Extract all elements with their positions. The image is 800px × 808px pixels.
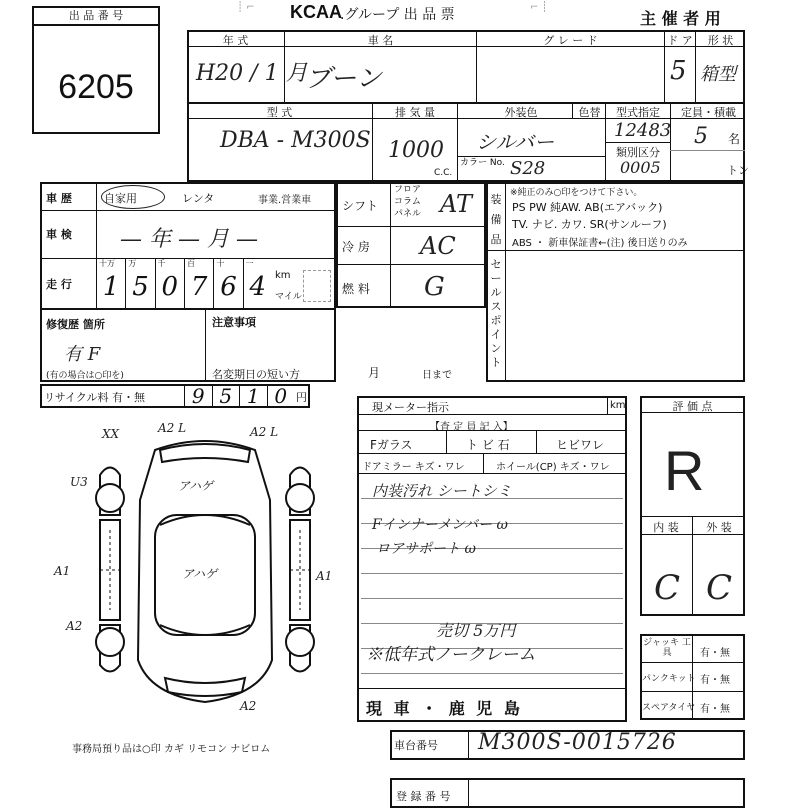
registration-label: 登 録 番 号	[396, 790, 451, 803]
mileage-digit-unit: 百	[187, 259, 195, 268]
car-diagram	[54, 420, 350, 720]
notes-label: 注意事項	[212, 316, 256, 329]
mark-a2l-front-right: A2 L	[250, 425, 279, 439]
mileage-digit-cell	[184, 258, 213, 308]
meter-label: 現メーター指示	[372, 401, 449, 414]
equipment-note: ※純正のみ○印をつけて下さい。	[510, 188, 643, 198]
shape-value: 箱型	[700, 64, 736, 85]
lot-label: 出 品 番 号	[34, 8, 158, 26]
mark-a2l-front-left: A2 L	[158, 421, 187, 435]
model-value: DBA - M300S	[220, 128, 371, 153]
recycle-digit: 1	[239, 384, 267, 408]
ruled-line	[361, 598, 623, 599]
grade-label: グ レ ー ド	[543, 34, 598, 47]
stone-chip-label: ト ビ 石	[466, 438, 510, 452]
capacity-unit: 名	[728, 132, 741, 146]
ruled-line	[361, 573, 623, 574]
name-label: 車 名	[367, 34, 394, 47]
doors-label: ド ア	[667, 34, 693, 47]
mark-xx: XX	[102, 427, 120, 441]
ruled-line	[361, 673, 623, 674]
mileage-digit-cell	[243, 258, 272, 308]
ac-value: AC	[420, 232, 456, 260]
chassis-label: 車台番号	[394, 739, 438, 752]
organizer-label: 主 催 者 用	[640, 9, 721, 28]
mirror-label: ドアミラー キズ・ワレ	[362, 462, 465, 473]
capacity-label: 定員・積載	[681, 106, 736, 119]
mark-a1-right: A1	[316, 569, 333, 583]
interior-label: 内 装	[653, 521, 679, 534]
equipment-line2: TV. ナビ. カワ. SR(サンルーフ)	[512, 218, 667, 231]
mile-box	[303, 270, 331, 302]
mark-a2-rear: A2	[240, 699, 257, 713]
note-4: 売切 5万円	[436, 621, 516, 640]
mileage-digit-cell	[213, 258, 242, 308]
brand-logo: KCAA	[290, 2, 342, 22]
equipment-line1: PS PW 純AW. AB(エアバック)	[512, 201, 663, 214]
displacement-label: 排 気 量	[395, 106, 435, 119]
mileage-digit-unit: 万	[128, 259, 137, 268]
inspection-value: — 年 — 月 —	[120, 227, 258, 252]
mark-a2-left: A2	[66, 619, 83, 633]
mileage-digit: 7	[190, 272, 208, 302]
shift-opts: フロア コラム パネル	[394, 185, 422, 219]
displacement-value: 1000	[388, 138, 444, 163]
fglass-label: Fガラス	[370, 438, 413, 452]
jack-label: ジャッキ 工具	[643, 638, 691, 658]
sales-point-label: セールスポイント	[490, 258, 502, 369]
exterior-value: C	[706, 568, 733, 608]
shape-label: 形 状	[707, 34, 734, 47]
mileage-digit: 5	[132, 272, 149, 302]
history-opt-business: 事業.営業車	[258, 195, 312, 206]
recycle-digit: 5	[212, 384, 240, 408]
recycle-digit: 0	[267, 384, 295, 408]
note-1: 内装汚れ シートシミ	[372, 482, 512, 500]
note-2: Fインナーメンバー ω	[372, 517, 508, 533]
note-5: ※低年式ノークレーム	[366, 645, 536, 665]
class-label: 類別区分	[616, 146, 660, 159]
wheel-label: ホイール(CP) キズ・ワレ	[496, 462, 610, 473]
meter-unit: km	[610, 400, 626, 411]
location-label: 現 車 ・ 鹿 児 島	[366, 699, 523, 718]
month-label: 月	[368, 366, 381, 380]
history-label: 車 歴	[46, 192, 72, 205]
doors-value: 5	[670, 56, 687, 86]
mileage-digit-unit: 十万	[99, 259, 115, 268]
color-change-label: 色替	[578, 106, 601, 119]
repair-note: (有の場合は○印を)	[46, 371, 124, 381]
exterior-label: 外 装	[706, 521, 732, 534]
dotted-corner-left: ┊ ⌐	[237, 2, 255, 13]
crack-label: ヒビワレ	[556, 438, 605, 452]
name-change-label: 名変期日の短い方	[212, 368, 300, 381]
spare-tire-value: 有・無	[700, 704, 730, 715]
recycle-unit: 円	[296, 391, 307, 404]
mileage-digit: 1	[102, 272, 120, 302]
mileage-digit-unit: 一	[245, 259, 254, 268]
class-value: 0005	[620, 158, 661, 177]
equipment-label: 装 備 品	[490, 193, 502, 246]
type-cert-label: 型式指定	[616, 106, 660, 119]
history-opt-private: 自家用	[104, 192, 137, 205]
recycle-label: リサイクル料 有・無	[44, 391, 145, 404]
lot-number: 6205	[58, 68, 134, 106]
inspector-label: 【査 定 員 記 入】	[430, 422, 513, 433]
inspection-label: 車 検	[46, 228, 72, 241]
fuel-label: 燃 料	[342, 282, 370, 296]
jack-value: 有・無	[700, 648, 730, 659]
lot-box	[32, 6, 160, 134]
mileage-digit-unit: 十	[216, 259, 225, 268]
mileage-digit: 4	[249, 272, 267, 302]
capacity-value: 5	[694, 124, 708, 149]
diagram-footer: 事務局預り品は○印 カギ リモコン ナビロム	[72, 744, 271, 755]
note-3: ロアサポート ω	[376, 541, 476, 557]
ac-label: 冷 房	[342, 240, 370, 254]
mile-label: マイル	[275, 292, 302, 302]
interior-value: C	[654, 568, 681, 608]
repair-label: 修復歴 箇所	[46, 318, 105, 331]
history-circle	[101, 185, 165, 209]
mark-ahage-hood: アハゲ	[178, 479, 214, 493]
repair-value: 有 F	[64, 344, 101, 365]
color-no-value: S28	[510, 158, 546, 179]
year-label: 年 式	[222, 34, 249, 47]
mark-u3: U3	[70, 475, 88, 489]
mileage-digit-unit: 千	[157, 259, 166, 268]
cc-unit: C.C.	[434, 168, 453, 178]
grade-value: R	[664, 439, 705, 502]
mileage-label: 走 行	[46, 278, 72, 291]
model-label: 型 式	[266, 106, 293, 119]
mark-ahage-roof: アハゲ	[182, 567, 218, 581]
load-unit: トン	[727, 164, 749, 177]
mileage-digit-cell	[125, 258, 154, 308]
mileage-digit: 0	[161, 272, 179, 302]
mileage-digit: 6	[220, 272, 237, 302]
type-cert-value: 12483	[614, 120, 672, 141]
year-value: H20 / 1 月	[196, 61, 308, 86]
color-no-label: カラー No.	[460, 158, 505, 168]
puncture-kit-label: パンクキット	[642, 674, 696, 684]
km-label: km	[275, 270, 291, 281]
fuel-value: G	[424, 272, 445, 302]
shift-label: シフト	[342, 199, 379, 213]
form-title: .グループ 出 品 票	[340, 7, 455, 23]
shift-value: AT	[440, 190, 473, 218]
equipment-line3: ABS ・ 新車保証書←(注) 後日送りのみ	[512, 238, 688, 249]
chassis-value: M300S-0015726	[478, 730, 677, 755]
mileage-digit-cell	[96, 258, 125, 308]
mileage-digit-cell	[155, 258, 184, 308]
day-label: 日まで	[422, 370, 452, 381]
dotted-corner-right: ⌐ ┊	[530, 2, 548, 13]
grade-label: 評 価 点	[672, 400, 713, 413]
name-value: ブーン	[305, 64, 382, 94]
spare-tire-label: スペアタイヤ	[642, 703, 696, 713]
mileage-digits	[96, 258, 272, 308]
mark-a1-left: A1	[54, 564, 71, 578]
color-label: 外装色	[504, 106, 538, 119]
history-opt-rental: レンタ	[182, 192, 215, 205]
recycle-digits	[184, 384, 294, 408]
puncture-kit-value: 有・無	[700, 675, 730, 686]
recycle-digit: 9	[184, 384, 212, 408]
color-value: シルバー	[476, 130, 555, 154]
